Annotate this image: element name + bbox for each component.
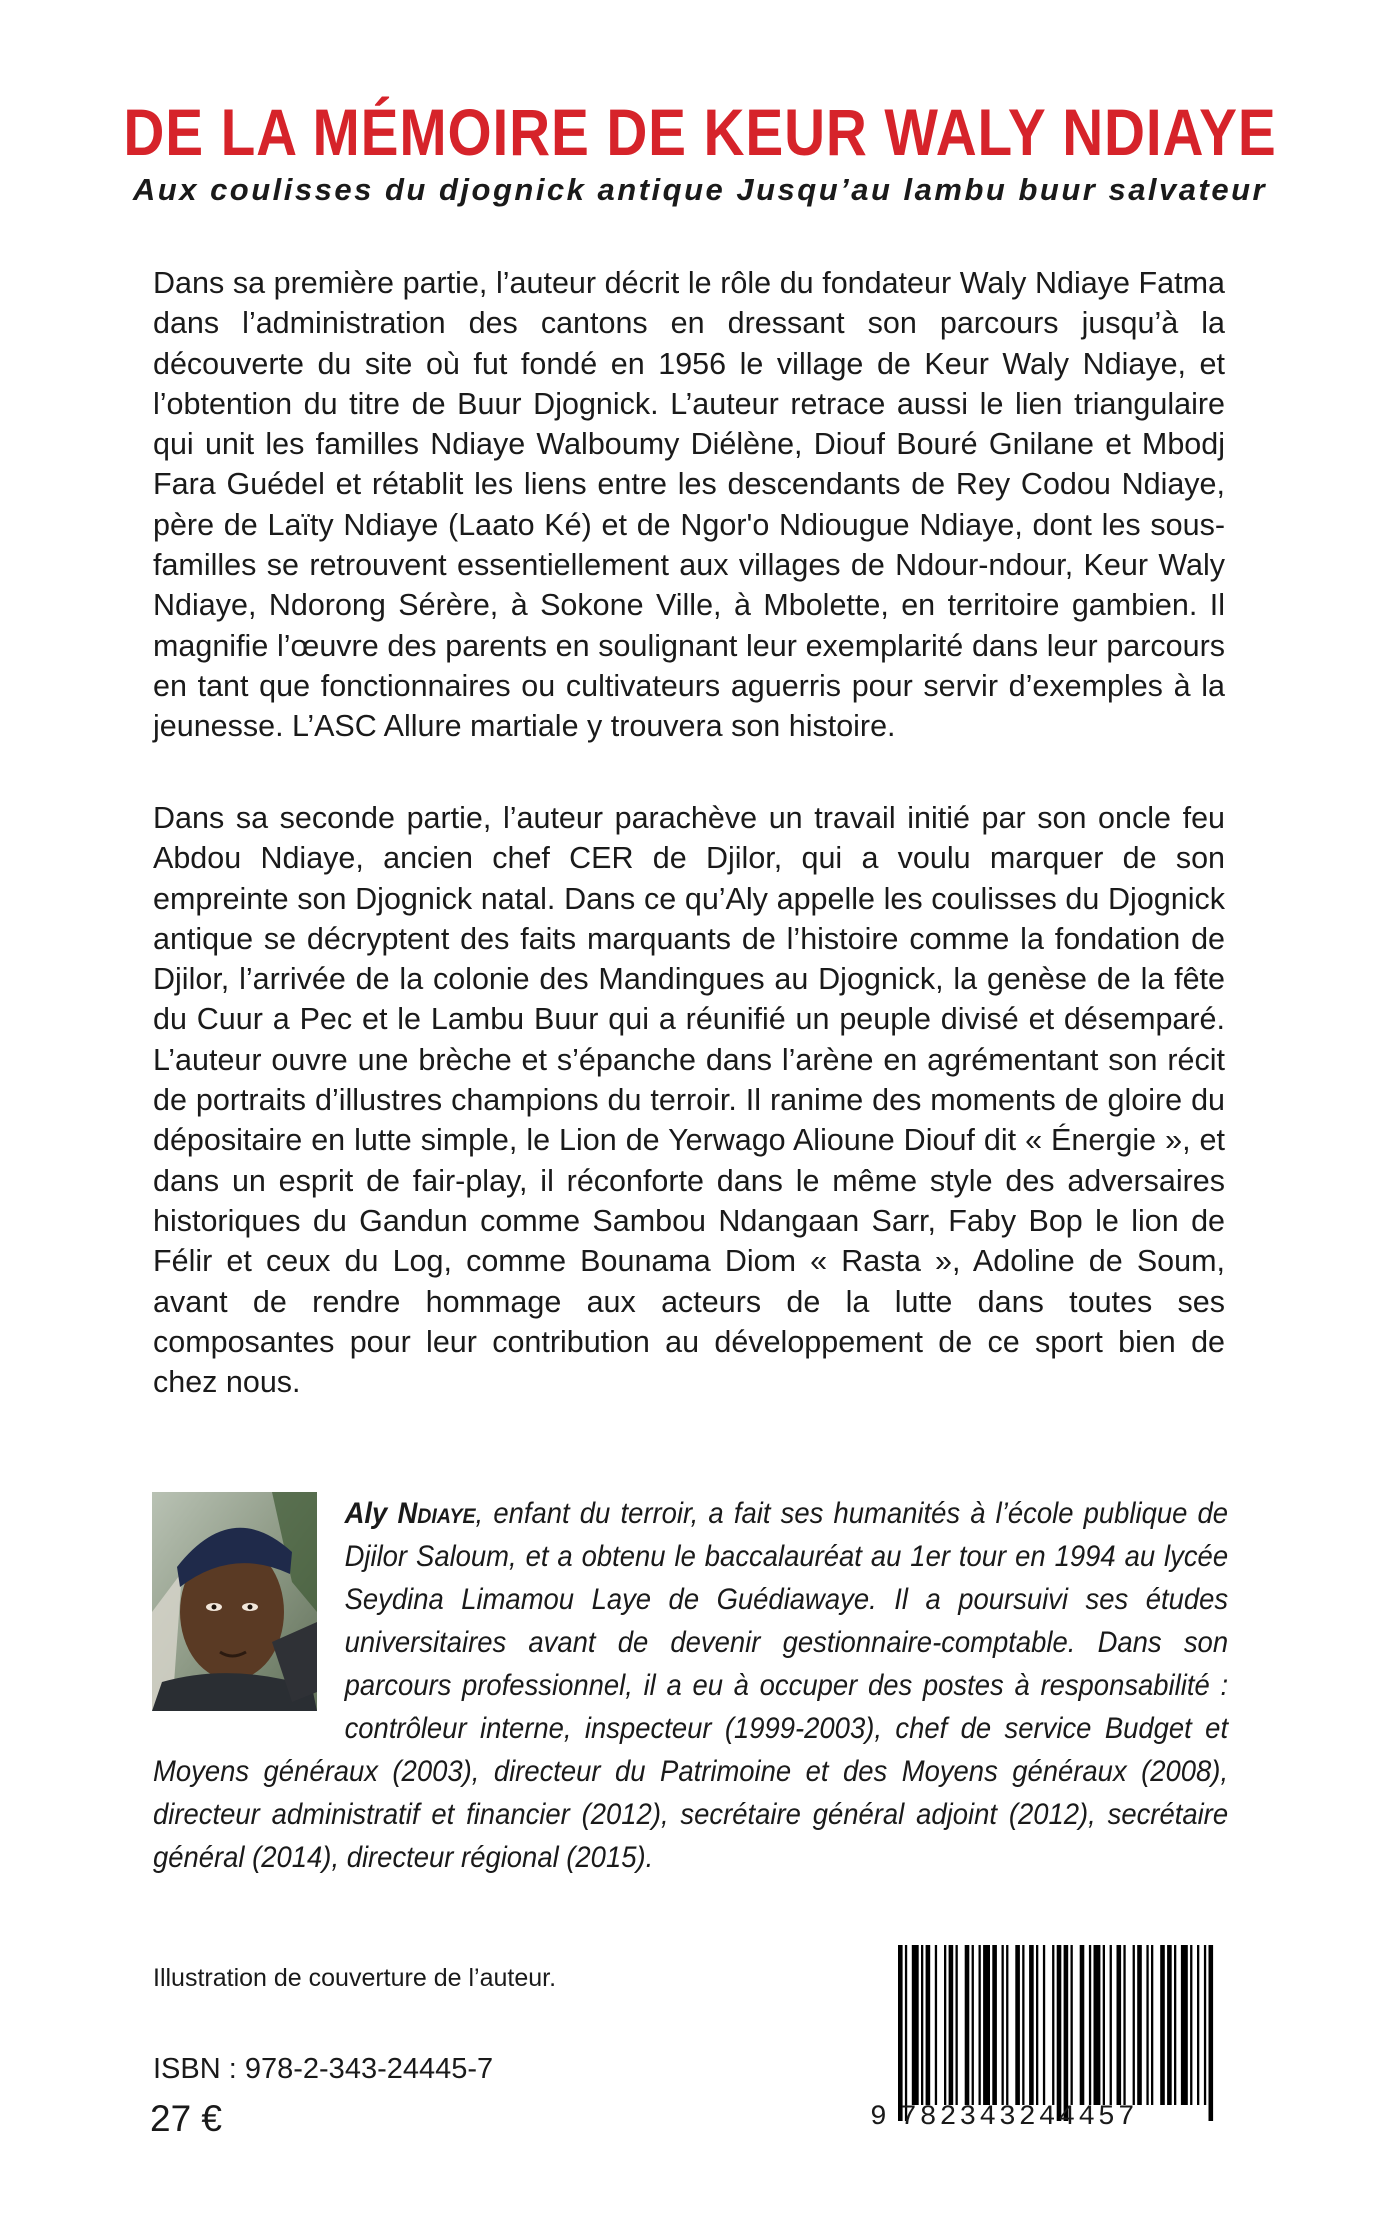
barcode-bar	[1002, 1945, 1004, 2105]
barcode-bar	[1103, 1945, 1105, 2105]
barcode-bar	[1160, 1945, 1165, 2105]
barcode-lead-digit: 9	[870, 2102, 890, 2133]
barcode-bar	[1123, 1945, 1125, 2105]
barcode-bar	[972, 1945, 974, 2105]
author-bio-text: , enfant du terroir, a fait ses humanités à l’école publique de Djilor Saloum, et a obtenu le baccalauréat au 1er tour en 1994 au lycée Seydina Limamou Laye de Guédiawaye. Il a poursuivi ses études universitaires avant de devenir gestionnaire-comptable. Dans son parcours professionnel, il a eu à occuper des postes à responsabilité : contrôleur interne, inspecteur (1999-2003), chef de service Budget et Moyens généraux (2003), directeur du Patrimoine et des Moyens généraux (2008), directeur administratif et financier (2012), secrétaire général adjoint (2012), secrétaire général (2014), directeur régional (2015).	[153, 1497, 1229, 1874]
author-last-name: Ndiaye	[397, 1497, 476, 1530]
barcode-bar	[912, 1945, 919, 2105]
author-bio	[153, 1492, 1228, 1879]
book-title: DE LA MÉMOIRE DE KEUR WALY NDIAYE	[123, 95, 1277, 169]
barcode-bar	[1022, 1945, 1024, 2105]
barcode-main-digits: 782343244457	[900, 2102, 1138, 2133]
barcode-bar	[905, 1945, 907, 2121]
barcode-bar	[1151, 1945, 1153, 2105]
barcode-bar	[1057, 1945, 1062, 2121]
barcode-bar	[992, 1945, 997, 2105]
barcode-bar	[1133, 1945, 1135, 2105]
barcode-bar	[1190, 1945, 1192, 2105]
barcode-bar	[1071, 1945, 1073, 2105]
barcode-bar	[1137, 1945, 1142, 2105]
barcode-bar	[949, 1945, 954, 2105]
barcode-bar	[983, 1945, 990, 2105]
barcode-bar	[1029, 1945, 1034, 2105]
barcode-bar	[1110, 1945, 1112, 2105]
barcode-bar	[1089, 1945, 1091, 2105]
barcode-bar	[1094, 1945, 1101, 2105]
barcode-bar	[979, 1945, 981, 2105]
summary-paragraph-2: Dans sa seconde partie, l’auteur parachève un travail initié par son oncle feu Abdou Ndiaye, ancien chef CER de Djilor, qui a voulu marquer de son empreinte son Djognick natal. Dans ce qu’Aly appelle les coulisses du Djognick antique se décryptent des faits marquants de l’histoire comme la fondation de Djilor, l’arrivée de la colonie des Mandingues au Djognick, la genèse de la fête du Cuur a Pec et le Lambu Buur qui a réunifié un peuple divisé et désemparé. L’auteur ouvre une brèche et s’épanche dans l’arène en agrémentant son récit de portraits d’illustres champions du terroir. Il ranime des moments de gloire du dépositaire en lutte simple, le Lion de Yerwago Alioune Diouf dit « Énergie », et dans un esprit de fair-play, il réconforte dans le même style des adversaires historiques du Gandun comme Sambou Ndangaan Sarr, Faby Bop le lion de Félir et ceux du Log, comme Bounama Diom « Rasta », Adoline de Soum, avant de rendre hommage aux acteurs de la lutte dans toutes ses composantes pour leur contribution au développement de ce sport bien de chez nous.	[153, 801, 1225, 1400]
photo-spacer	[153, 1492, 345, 1742]
illustration-credit: Illustration de couverture de l’auteur.	[153, 1964, 557, 1992]
barcode-bar	[1181, 1945, 1188, 2105]
barcode-bar	[1117, 1945, 1122, 2105]
barcode-bar	[898, 1945, 903, 2121]
barcode-bar	[1197, 1945, 1199, 2105]
barcode-bar	[935, 1945, 937, 2105]
barcode-bar	[1015, 1945, 1020, 2105]
barcode-bar	[944, 1945, 946, 2105]
barcode-bar	[965, 1945, 970, 2105]
barcode-bar	[1043, 1945, 1045, 2105]
barcode-bar	[1036, 1945, 1038, 2105]
barcode-number	[870, 2101, 1230, 2135]
barcode-bar	[1204, 1945, 1206, 2105]
barcode-bar	[921, 1945, 923, 2105]
author-first-name: Aly	[344, 1497, 388, 1530]
barcode-bar	[926, 1945, 931, 2105]
isbn: ISBN : 978-2-343-24445-7	[153, 2053, 494, 2085]
barcode-bar	[1167, 1945, 1172, 2105]
barcode-bar	[1146, 1945, 1148, 2105]
barcode-bar	[1052, 1945, 1054, 2105]
barcode-bar	[1174, 1945, 1176, 2105]
barcode-bar	[1006, 1945, 1008, 2105]
barcode-bar	[1064, 1945, 1069, 2121]
barcode-bar	[1209, 1945, 1214, 2121]
book-subtitle: Aux coulisses du djognick antique Jusqu’au lambu buur salvateur	[132, 172, 1268, 207]
barcode-bar	[1080, 1945, 1085, 2105]
barcode-bar	[956, 1945, 958, 2105]
summary-paragraph-1: Dans sa première partie, l’auteur décrit le rôle du fondateur Waly Ndiaye Fatma dans l’administration des cantons en dressant son parcours jusqu’à la découverte du site où fut fondé en 1956 le village de Keur Waly Ndiaye, et l’obtention du titre de Buur Djognick. L’auteur retrace aussi le lien triangulaire qui unit les familles Ndiaye Walboumy Diélène, Diouf Bouré Gnilane et Mbodj Fara Guédel et rétablit les liens entre les descendants de Rey Codou Ndiaye, père de Laïty Ndiaye (Laato Ké) et de Ngor'o Ndiougue Ndiaye, dont les sous-familles se retrouvent essentiellement aux villages de Ndour-ndour, Keur Waly Ndiaye, Ndorong Sérère, à Sokone Ville, à Mbolette, en territoire gambien. Il magnifie l’œuvre des parents en soulignant leur exemplarité dans leur parcours en tant que fonctionnaires ou cultivateurs aguerris pour servir d’exemples à la jeunesse. L’ASC Allure martiale y trouvera son histoire.	[153, 266, 1225, 744]
price: 27 €	[150, 2098, 223, 2139]
